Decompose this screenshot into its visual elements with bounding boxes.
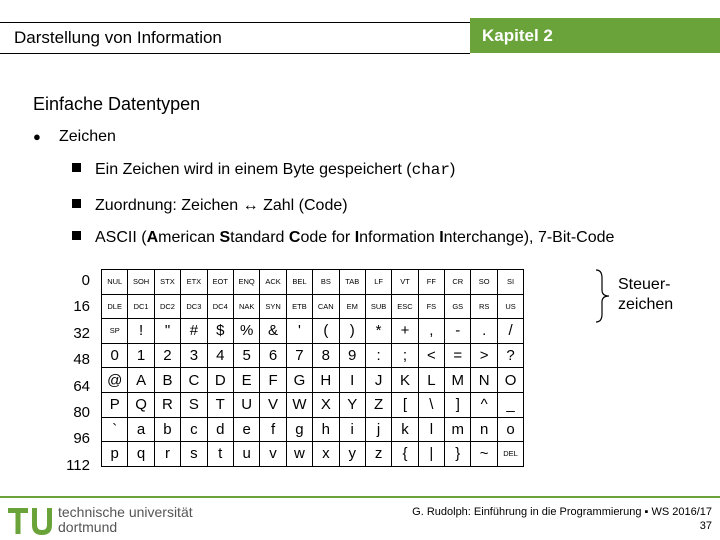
ascii-cell: ): [339, 319, 365, 344]
ascii-cell: T: [207, 392, 233, 417]
ascii-cell: p: [102, 442, 128, 467]
ascii-cell: FS: [418, 294, 444, 319]
ascii-cell: w: [286, 442, 312, 467]
annotation-line-2: zeichen: [618, 296, 674, 313]
ascii-cell: :: [365, 343, 391, 368]
ascii-cell: x: [313, 442, 339, 467]
ascii-cell: v: [260, 442, 286, 467]
footer-divider: [0, 496, 720, 498]
brace-icon: [592, 268, 614, 324]
ascii-cell: n: [471, 417, 497, 442]
annotation-line-1: Steuer-: [618, 276, 671, 293]
ascii-cell: e: [233, 417, 259, 442]
ascii-cell: \: [418, 392, 444, 417]
ascii-cell: `: [102, 417, 128, 442]
ascii-cell: ETB: [286, 294, 312, 319]
row-code-label: 96: [73, 430, 90, 448]
ascii-cell: Z: [365, 392, 391, 417]
table-row: [102, 442, 524, 467]
ascii-cell: y: [339, 442, 365, 467]
ascii-cell: b: [154, 417, 180, 442]
ascii-cell: $: [207, 319, 233, 344]
ascii-cell: FF: [418, 270, 444, 295]
ascii-cell: GS: [445, 294, 471, 319]
ascii-cell: A: [128, 368, 154, 393]
ascii-cell: NAK: [233, 294, 259, 319]
ascii-cell: 6: [260, 343, 286, 368]
ascii-cell: TAB: [339, 270, 365, 295]
table-row: [102, 417, 524, 442]
sub-bullet-mapping: [72, 197, 348, 215]
ascii-cell: I: [339, 368, 365, 393]
ascii-cell: EM: [339, 294, 365, 319]
ascii-text-part: ASCII (: [95, 229, 147, 246]
ascii-cell: ]: [445, 392, 471, 417]
ascii-cell: STX: [154, 270, 180, 295]
ascii-cell: 9: [339, 343, 365, 368]
ascii-cell: SOH: [128, 270, 154, 295]
row-code-label: 80: [73, 404, 90, 421]
ascii-cell: ^: [471, 392, 497, 417]
sub-bullet-byte: [72, 161, 455, 179]
acronym-letter: C: [288, 229, 301, 246]
ascii-cell: k: [392, 417, 418, 442]
acronym-letter: A: [146, 229, 159, 246]
acronym-letter: I: [439, 229, 444, 246]
ascii-cell: O: [497, 368, 523, 393]
ascii-cell: ?: [497, 343, 523, 368]
row-code-label: 32: [73, 324, 90, 342]
ascii-cell: >: [471, 343, 497, 368]
ascii-cell: *: [365, 319, 391, 344]
ascii-cell: SYN: [260, 294, 286, 319]
ascii-cell: j: [365, 417, 391, 442]
square-bullet-icon: [72, 163, 81, 172]
ascii-cell: @: [102, 368, 128, 393]
ascii-cell: 4: [207, 343, 233, 368]
ascii-cell: Q: [128, 392, 154, 417]
ascii-cell: d: [207, 417, 233, 442]
ascii-cell: K: [392, 368, 418, 393]
ascii-cell: X: [313, 392, 339, 417]
row-code-label: 112: [66, 456, 90, 474]
table-row: [102, 294, 524, 319]
acronym-letter: S: [219, 229, 231, 246]
ascii-cell: W: [286, 392, 312, 417]
ascii-cell: G: [286, 368, 312, 393]
ascii-cell: N: [471, 368, 497, 393]
ascii-cell: !: [128, 319, 154, 344]
footer-credit: [412, 505, 712, 533]
ascii-cell: NUL: [102, 270, 128, 295]
ascii-text-part: nterchange), 7-Bit-Code: [443, 229, 615, 246]
ascii-table: [101, 269, 524, 467]
ascii-cell: s: [181, 442, 207, 467]
ascii-cell: P: [102, 392, 128, 417]
ascii-cell: SO: [471, 270, 497, 295]
square-bullet-icon: [72, 199, 81, 208]
ascii-cell: ETX: [181, 270, 207, 295]
ascii-cell: 5: [233, 343, 259, 368]
ascii-cell: c: [181, 417, 207, 442]
ascii-cell: ESC: [392, 294, 418, 319]
ascii-cell: DC3: [181, 294, 207, 319]
ascii-cell: US: [497, 294, 523, 319]
ascii-cell: <: [418, 343, 444, 368]
ascii-cell: C: [181, 368, 207, 393]
row-code-label: 48: [73, 351, 90, 369]
ascii-cell: _: [497, 392, 523, 417]
ascii-text-part: nformation: [359, 229, 440, 246]
university-line-1: technische universität: [58, 504, 193, 520]
ascii-text-part: ode for: [300, 229, 355, 246]
university-line-2: dortmund: [58, 519, 118, 535]
bullet-text: Zeichen: [59, 128, 116, 145]
ascii-cell: l: [418, 417, 444, 442]
chapter-badge: [470, 18, 720, 53]
ascii-cell: ~: [471, 442, 497, 467]
code-char: char: [411, 161, 450, 179]
sub-bullet-text-1a: Ein Zeichen wird in einem Byte gespeichert (: [95, 161, 412, 178]
ascii-cell: DLE: [102, 294, 128, 319]
table-row: [102, 368, 524, 393]
header-title-bar: [0, 22, 470, 54]
acronym-letter: I: [354, 229, 360, 246]
ascii-cell: L: [418, 368, 444, 393]
ascii-cell: ,: [418, 319, 444, 344]
ascii-cell: H: [313, 368, 339, 393]
ascii-cell: CAN: [313, 294, 339, 319]
ascii-cell: D: [207, 368, 233, 393]
ascii-cell: S: [181, 392, 207, 417]
header-title: Darstellung von Information: [14, 28, 222, 47]
footer-credit-text: G. Rudolph: Einführung in die Programmierung ▪ WS 2016/17: [412, 506, 712, 518]
ascii-cell: 2: [154, 343, 180, 368]
ascii-cell: 8: [313, 343, 339, 368]
ascii-cell: #: [181, 319, 207, 344]
ascii-cell: [: [392, 392, 418, 417]
ascii-cell: ;: [392, 343, 418, 368]
sub-bullet-text-2: Zuordnung: Zeichen ↔ Zahl (Code): [95, 197, 348, 214]
ascii-cell: o: [497, 417, 523, 442]
ascii-cell: i: [339, 417, 365, 442]
table-row: [102, 343, 524, 368]
tu-logo-icon: [6, 502, 56, 536]
page-number: 37: [699, 520, 712, 532]
ascii-cell: BEL: [286, 270, 312, 295]
ascii-cell: m: [445, 417, 471, 442]
ascii-cell: Y: [339, 392, 365, 417]
ascii-cell: DC1: [128, 294, 154, 319]
ascii-cell: t: [207, 442, 233, 467]
ascii-text-part: tandard: [230, 229, 289, 246]
ascii-cell: -: [445, 319, 471, 344]
ascii-cell: ": [154, 319, 180, 344]
ascii-cell: h: [313, 417, 339, 442]
row-code-label: 16: [73, 298, 90, 316]
ascii-cell: ENQ: [233, 270, 259, 295]
ascii-cell: R: [154, 392, 180, 417]
ascii-cell: ': [286, 319, 312, 344]
ascii-cell: {: [392, 442, 418, 467]
ascii-cell: 0: [102, 343, 128, 368]
ascii-cell: LF: [365, 270, 391, 295]
ascii-cell: DC4: [207, 294, 233, 319]
ascii-cell: RS: [471, 294, 497, 319]
table-row: [102, 319, 524, 344]
ascii-cell: E: [233, 368, 259, 393]
ascii-cell: SUB: [365, 294, 391, 319]
ascii-cell: VT: [392, 270, 418, 295]
university-name: [58, 505, 193, 535]
ascii-cell: 3: [181, 343, 207, 368]
sub-bullet-text-3: [95, 229, 614, 246]
ascii-cell: .: [471, 319, 497, 344]
sub-bullet-text-1b: ): [450, 161, 456, 178]
ascii-cell: }: [445, 442, 471, 467]
slide-heading: Einfache Datentypen: [33, 94, 201, 114]
control-chars-annotation: [618, 275, 673, 315]
chapter-label: Kapitel 2: [482, 26, 553, 45]
ascii-cell: DEL: [497, 442, 523, 467]
ascii-cell: |: [418, 442, 444, 467]
ascii-cell: B: [154, 368, 180, 393]
ascii-cell: (: [313, 319, 339, 344]
ascii-cell: CR: [445, 270, 471, 295]
row-code-label: 64: [73, 377, 90, 395]
bullet-zeichen: [33, 128, 116, 146]
row-code-label: 0: [81, 272, 90, 289]
table-row: [102, 392, 524, 417]
ascii-cell: a: [128, 417, 154, 442]
sub-bullet-ascii: [72, 229, 614, 247]
ascii-cell: r: [154, 442, 180, 467]
ascii-cell: =: [445, 343, 471, 368]
ascii-cell: z: [365, 442, 391, 467]
ascii-cell: V: [260, 392, 286, 417]
ascii-cell: DC2: [154, 294, 180, 319]
ascii-cell: u: [233, 442, 259, 467]
ascii-cell: J: [365, 368, 391, 393]
ascii-cell: q: [128, 442, 154, 467]
ascii-cell: 1: [128, 343, 154, 368]
ascii-cell: /: [497, 319, 523, 344]
ascii-cell: U: [233, 392, 259, 417]
ascii-cell: SP: [102, 319, 128, 344]
ascii-cell: &: [260, 319, 286, 344]
ascii-cell: g: [286, 417, 312, 442]
ascii-cell: EOT: [207, 270, 233, 295]
ascii-cell: %: [233, 319, 259, 344]
ascii-cell: SI: [497, 270, 523, 295]
ascii-cell: M: [445, 368, 471, 393]
ascii-cell: ACK: [260, 270, 286, 295]
ascii-text-part: merican: [158, 229, 220, 246]
ascii-cell: BS: [313, 270, 339, 295]
table-row: [102, 270, 524, 295]
ascii-cell: 7: [286, 343, 312, 368]
bullet-dot-icon: ●: [33, 129, 41, 144]
ascii-cell: F: [260, 368, 286, 393]
ascii-cell: f: [260, 417, 286, 442]
ascii-cell: +: [392, 319, 418, 344]
square-bullet-icon: [72, 231, 81, 240]
